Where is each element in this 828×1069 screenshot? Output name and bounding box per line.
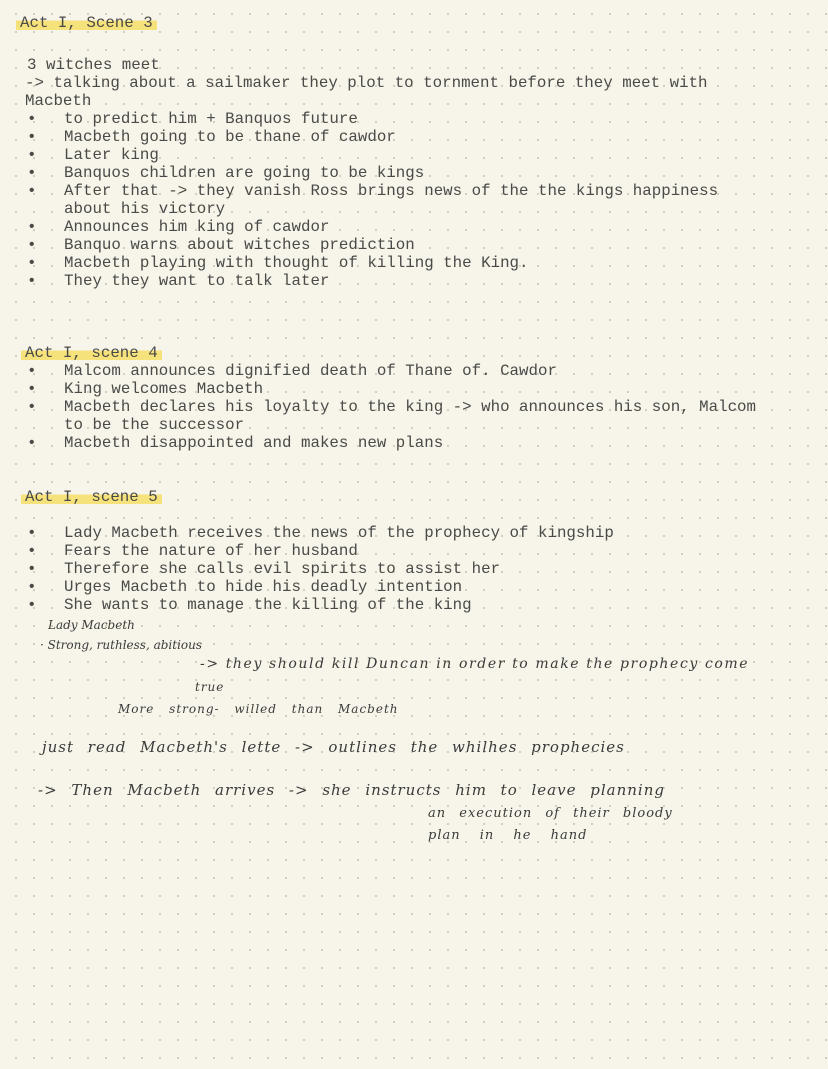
list-item: Urges Macbeth to hide his deadly intention: [64, 578, 463, 596]
bullet-marker: •: [27, 560, 37, 578]
list-item: They they want to talk later: [64, 272, 330, 290]
list-item: King welcomes Macbeth: [64, 380, 264, 398]
list-item-continued: to be the successor: [64, 416, 245, 434]
scene4-heading: Act I, scene 4: [25, 344, 162, 362]
handwritten-note: just read Macbeth's lette -> outlines the whilhes prophecies: [42, 738, 625, 756]
list-item: Lady Macbeth receives the news of the prophecy of kingship: [64, 524, 614, 542]
scene5-heading: Act I, scene 5: [25, 488, 162, 506]
list-item: Macbeth declares his loyalty to the king -> who announces his son, Malcom: [64, 398, 757, 416]
handwritten-note: Lady Macbeth: [48, 618, 135, 632]
bullet-marker: •: [27, 596, 37, 614]
bullet-marker: •: [27, 128, 37, 146]
handwritten-note: true: [195, 680, 225, 694]
list-item: Malcom announces dignified death of Thane of. Cawdor: [64, 362, 557, 380]
list-item: Banquo warns about witches prediction: [64, 236, 415, 254]
bullet-marker: •: [27, 110, 37, 128]
bullet-marker: •: [27, 380, 37, 398]
bullet-marker: •: [27, 236, 37, 254]
list-item: to predict him + Banquos future: [64, 110, 358, 128]
bullet-marker: •: [27, 182, 37, 200]
bullet-marker: •: [27, 164, 37, 182]
intro-line: 3 witches meet: [27, 56, 160, 74]
intro-line: -> talking about a sailmaker they plot to tornment before they meet with: [25, 74, 708, 92]
bullet-marker: •: [27, 254, 37, 272]
handwritten-note: -> they should kill Duncan in order to make the prophecy come: [200, 656, 750, 672]
bullet-marker: •: [27, 398, 37, 416]
handwritten-note: plan in he hand: [428, 828, 588, 843]
list-item: Later king: [64, 146, 159, 164]
bullet-marker: •: [27, 218, 37, 236]
bullet-marker: •: [27, 272, 37, 290]
scene3-heading: Act I, Scene 3: [20, 14, 157, 32]
bullet-marker: •: [27, 434, 37, 452]
handwritten-note: -> Then Macbeth arrives -> she instructs him to leave planning: [38, 781, 665, 799]
bullet-marker: •: [27, 146, 37, 164]
list-item: Fears the nature of her husband: [64, 542, 358, 560]
list-item: Macbeth disappointed and makes new plans: [64, 434, 444, 452]
list-item: Macbeth playing with thought of killing the King.: [64, 254, 529, 272]
bullet-marker: •: [27, 362, 37, 380]
bullet-marker: •: [27, 542, 37, 560]
intro-line: Macbeth: [25, 92, 92, 110]
handwritten-note: More strong- willed than Macbeth: [118, 702, 399, 716]
handwritten-note: · Strong, ruthless, abitious: [40, 638, 203, 652]
list-item: Macbeth going to be thane of cawdor: [64, 128, 396, 146]
list-item-continued: about his victory: [64, 200, 226, 218]
list-item: Therefore she calls evil spirits to assist her: [64, 560, 501, 578]
list-item: Announces him king of cawdor: [64, 218, 330, 236]
list-item: After that -> they vanish Ross brings news of the the kings happiness: [64, 182, 719, 200]
list-item: Banquos children are going to be kings: [64, 164, 425, 182]
bullet-marker: •: [27, 578, 37, 596]
handwritten-note: an execution of their bloody: [428, 806, 673, 821]
bullet-marker: •: [27, 524, 37, 542]
list-item: She wants to manage the killing of the king: [64, 596, 472, 614]
